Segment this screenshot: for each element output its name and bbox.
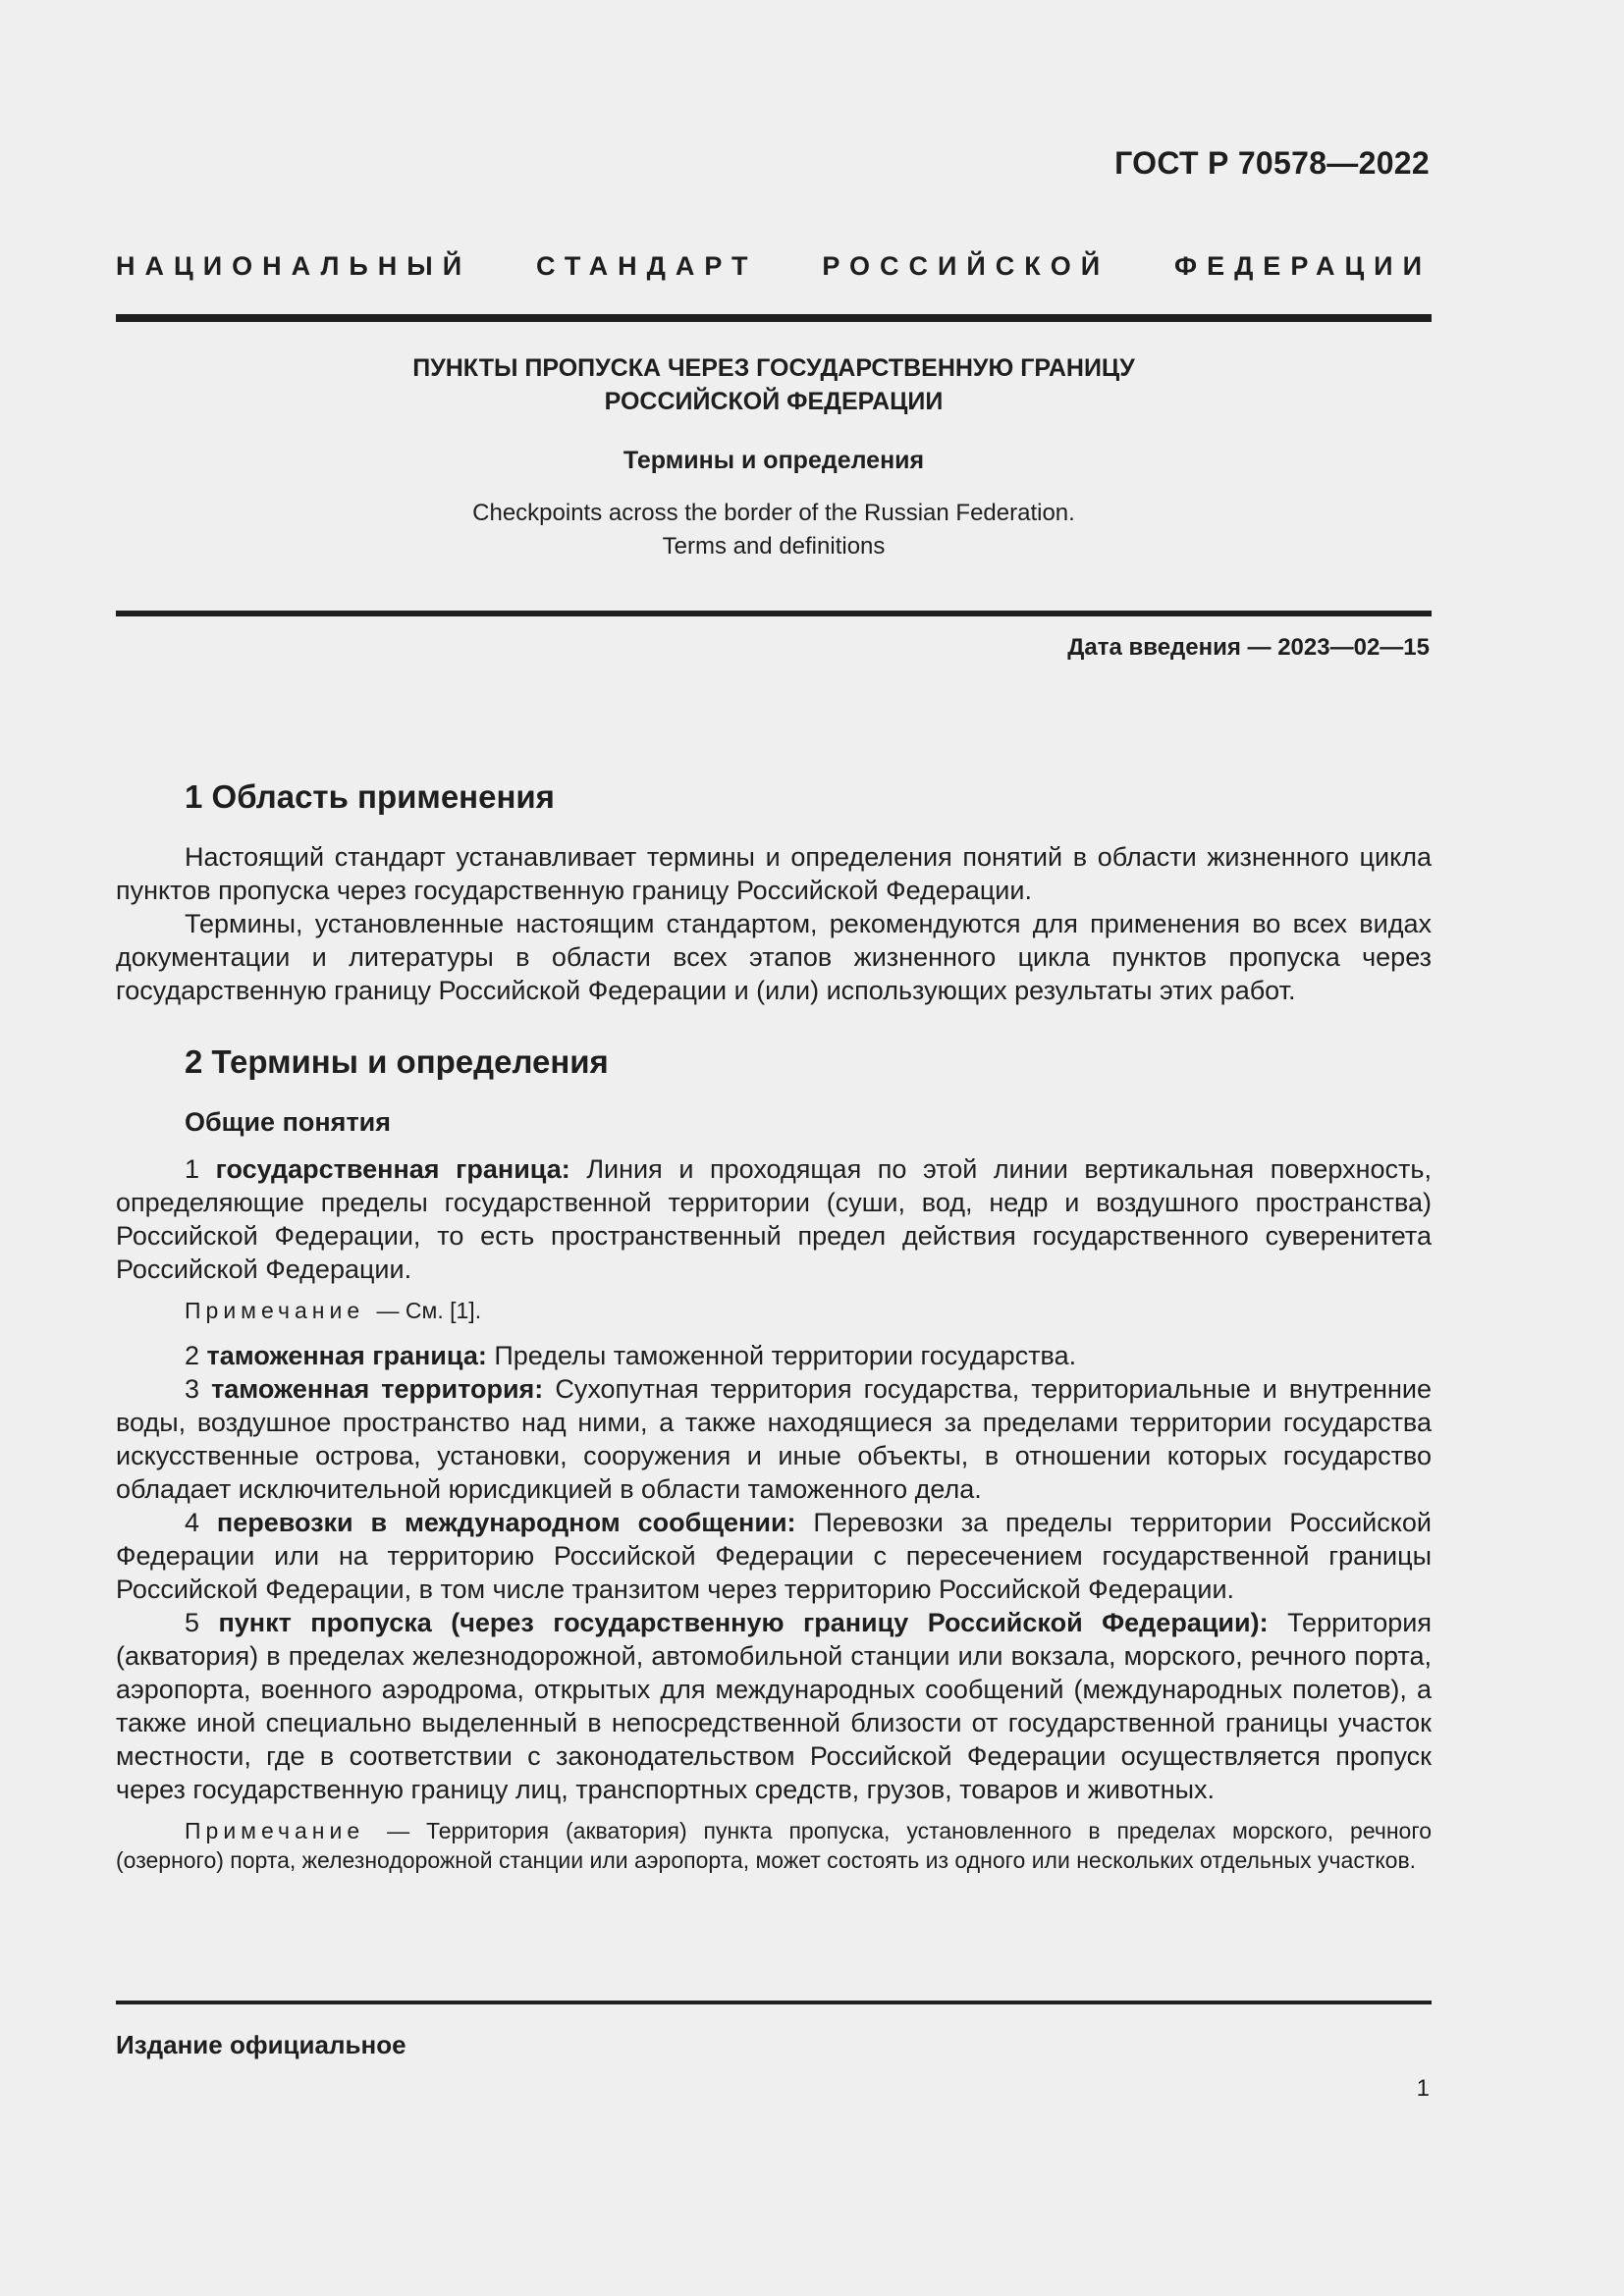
term-name: таможенная граница: (206, 1341, 487, 1370)
section-heading: 2 Термины и определения (185, 1043, 609, 1080)
term-number: 3 (185, 1374, 200, 1404)
term-entry (116, 1506, 1432, 1606)
note (116, 1816, 1432, 1875)
term-name: пункт пропуска (через государственную границу Российской Федерации): (218, 1608, 1269, 1637)
title-block (116, 351, 1432, 563)
section-scope (116, 775, 1432, 1007)
title-line-2: РОССИЙСКОЙ ФЕДЕРАЦИИ (604, 388, 944, 415)
english-title-line-1: Checkpoints across the border of the Russian Federation. (472, 500, 1075, 526)
note-label: Примечание (185, 1298, 365, 1323)
document-code: ГОСТ Р 70578—2022 (1114, 145, 1430, 181)
english-title-line-2: Terms and definitions (662, 533, 886, 560)
term-definition: Территория (акватория) в пределах железнодорожной, автомобильной станции или вокзала, морского, речного порта, аэропорта, военного аэродрома, открытых для международных сообщений (международных полетов), а также иной специально выделенный в непосредственной близости от государственной границы участок местности, где в соответствии с законодательством Российской Федерации осуществляется пропуск через государственную границу лиц, транспортных средств, грузов, товаров и животных. (116, 1608, 1432, 1804)
top-divider (116, 314, 1432, 322)
note (116, 1296, 1432, 1325)
term-number: 4 (185, 1508, 200, 1537)
title-line-1: ПУНКТЫ ПРОПУСКА ЧЕРЕЗ ГОСУДАРСТВЕННУЮ ГРАНИЦУ (412, 354, 1135, 382)
section-terms (116, 1041, 1432, 1875)
document-subtitle: Термины и определения (623, 447, 925, 474)
term-name: государственная граница: (215, 1154, 570, 1184)
note-label: Примечание (185, 1818, 365, 1843)
term-definition: Перевозки за пределы территории Российской Федерации или на территорию Российской Федерации с пересечением государственной границы Российской Федерации, в том числе транзитом через территорию Российской Федерации. (116, 1508, 1432, 1604)
footer-divider (116, 2001, 1432, 2004)
note-text: — См. [1]. (376, 1298, 482, 1323)
document-content (116, 775, 1432, 1889)
english-title (116, 497, 1432, 563)
official-edition-label: Издание официальное (116, 2030, 406, 2059)
document-title (116, 351, 1432, 418)
term-definition: Пределы таможенной территории государства. (494, 1341, 1077, 1370)
paragraph: Термины, установленные настоящим стандартом, рекомендуются для применения во всех видах документации и литературы в области всех этапов жизненного цикла пунктов пропуска через государственную границу Российской Федерации и (или) использующих результаты этих работ. (116, 909, 1432, 1005)
term-name: таможенная территория: (211, 1374, 544, 1404)
note-text: — Территория (акватория) пункта пропуска, установленного в пределах морского, речного (озерного) порта, железнодорожной станции или аэропорта, может состоять из одного или нескольких отдельных участков. (116, 1818, 1433, 1873)
paragraph: Настоящий стандарт устанавливает термины и определения понятий в области жизненного цикла пунктов пропуска через государственную границу Российской Федерации. (116, 842, 1432, 905)
section-heading: 1 Область применения (185, 778, 555, 815)
term-entry (116, 1152, 1432, 1286)
group-title: Общие понятия (185, 1107, 392, 1137)
term-entry (116, 1339, 1432, 1372)
term-definition: Линия и проходящая по этой линии вертикальная поверхность, определяющие пределы государственной территории (суши, вод, недр и воздушного пространства) Российской Федерации, то есть пространственный предел действия государственного суверенитета Российской Федерации. (116, 1154, 1432, 1284)
term-definition: Сухопутная территория государства, территориальные и внутренние воды, воздушное пространство над ними, а также находящиеся за пределами территории государства искусственные острова, установки, сооружения и иные объекты, в отношении которых государство обладает исключительной юрисдикцией в области таможенного дела. (116, 1374, 1432, 1504)
introduction-date: Дата введения — 2023—02—15 (1067, 634, 1430, 661)
term-entry (116, 1372, 1432, 1506)
term-number: 1 (185, 1154, 200, 1184)
term-number: 2 (185, 1341, 200, 1370)
national-standard-banner: НАЦИОНАЛЬНЫЙ СТАНДАРТ РОССИЙСКОЙ ФЕДЕРАЦИИ (116, 251, 1432, 281)
page-number: 1 (1416, 2075, 1430, 2102)
title-divider (116, 611, 1432, 616)
term-number: 5 (185, 1608, 200, 1637)
term-name: перевозки в международном сообщении: (216, 1508, 796, 1537)
term-entry (116, 1606, 1432, 1806)
